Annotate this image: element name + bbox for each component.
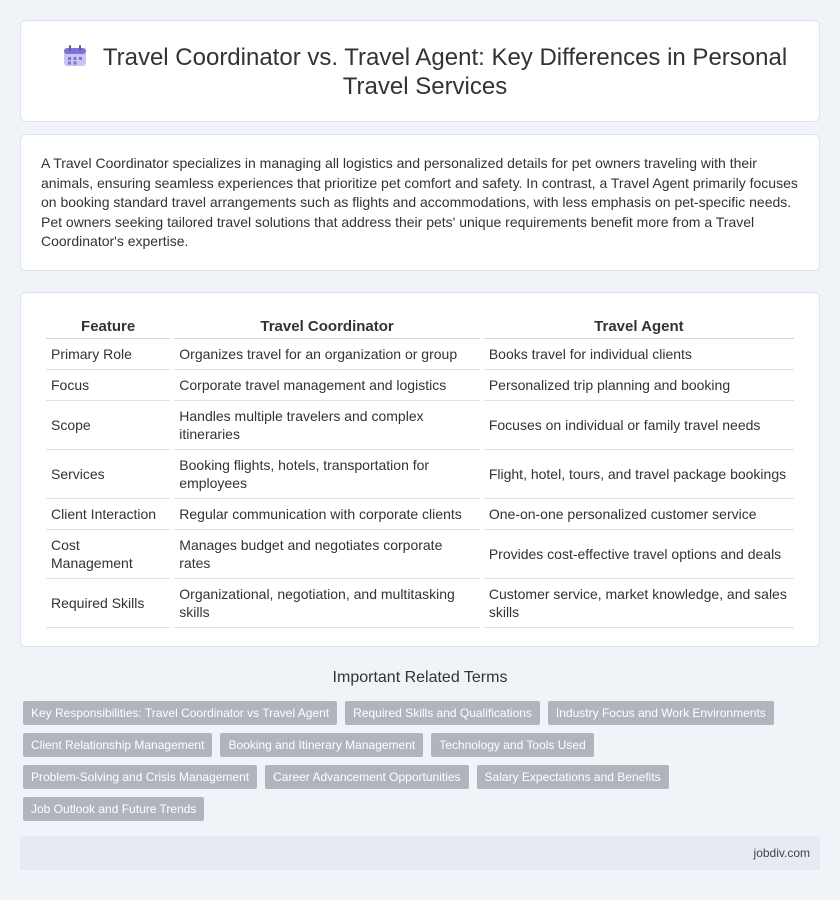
header-card <box>20 20 820 122</box>
table-row <box>46 401 794 450</box>
related-tag[interactable]: Career Advancement Opportunities <box>265 765 468 789</box>
cell-coordinator: Regular communication with corporate clients <box>174 499 480 530</box>
cell-feature: Primary Role <box>46 339 170 370</box>
table-header-row <box>46 316 794 339</box>
cell-feature: Required Skills <box>46 579 170 628</box>
header-feature: Feature <box>46 316 170 339</box>
related-tag[interactable]: Client Relationship Management <box>23 733 212 757</box>
table-row <box>46 499 794 530</box>
table-row <box>46 530 794 579</box>
calendar-icon <box>63 45 87 67</box>
table-row <box>46 579 794 628</box>
cell-agent: One-on-one personalized customer service <box>484 499 794 530</box>
cell-feature: Scope <box>46 401 170 450</box>
cell-feature: Client Interaction <box>46 499 170 530</box>
cell-agent: Focuses on individual or family travel needs <box>484 401 794 450</box>
header-travel-coordinator: Travel Coordinator <box>174 316 480 339</box>
intro-text: A Travel Coordinator specializes in managing all logistics and personalized details for pet owners traveling with their animals, ensuring seamless experiences that prioritize pet comfort and safety. In contrast, a Travel Agent primarily focuses on booking standard travel arrangements such as flights and accommodations, with less emphasis on pet-specific needs. Pet owners seeking tailored travel solutions that address their pets' unique requirements benefit more from a Travel Coordinator's expertise. <box>41 155 798 250</box>
related-tag[interactable]: Required Skills and Qualifications <box>345 701 540 725</box>
intro-card <box>20 134 820 271</box>
cell-feature: Cost Management <box>46 530 170 579</box>
table-row <box>46 339 794 370</box>
cell-coordinator: Organizational, negotiation, and multitasking skills <box>174 579 480 628</box>
cell-agent: Personalized trip planning and booking <box>484 370 794 401</box>
cell-coordinator: Organizes travel for an organization or group <box>174 339 480 370</box>
related-tag[interactable]: Technology and Tools Used <box>431 733 594 757</box>
cell-coordinator: Corporate travel management and logistics <box>174 370 480 401</box>
cell-agent: Customer service, market knowledge, and sales skills <box>484 579 794 628</box>
comparison-table <box>42 316 798 628</box>
related-tag[interactable]: Booking and Itinerary Management <box>220 733 423 757</box>
cell-agent: Flight, hotel, tours, and travel package bookings <box>484 450 794 499</box>
header-travel-agent: Travel Agent <box>484 316 794 339</box>
footer <box>20 836 820 870</box>
comparison-card <box>20 292 820 647</box>
cell-feature: Focus <box>46 370 170 401</box>
related-tag[interactable]: Key Responsibilities: Travel Coordinator vs Travel Agent <box>23 701 337 725</box>
cell-coordinator: Manages budget and negotiates corporate rates <box>174 530 480 579</box>
cell-feature: Services <box>46 450 170 499</box>
related-tag[interactable]: Industry Focus and Work Environments <box>548 701 774 725</box>
page-title-text: Travel Coordinator vs. Travel Agent: Key Differences in Personal Travel Services <box>102 44 788 100</box>
table-row <box>46 450 794 499</box>
page-title <box>61 43 789 101</box>
cell-coordinator: Handles multiple travelers and complex itineraries <box>174 401 480 450</box>
related-tag[interactable]: Problem-Solving and Crisis Management <box>23 765 257 789</box>
cell-agent: Provides cost-effective travel options and deals <box>484 530 794 579</box>
cell-agent: Books travel for individual clients <box>484 339 794 370</box>
related-terms-tags <box>23 701 823 821</box>
related-tag[interactable]: Job Outlook and Future Trends <box>23 797 204 821</box>
table-row <box>46 370 794 401</box>
footer-site-link[interactable]: jobdiv.com <box>753 846 810 860</box>
header <box>61 43 789 101</box>
related-terms-title: Important Related Terms <box>332 669 508 686</box>
related-tag[interactable]: Salary Expectations and Benefits <box>477 765 669 789</box>
cell-coordinator: Booking flights, hotels, transportation for employees <box>174 450 480 499</box>
